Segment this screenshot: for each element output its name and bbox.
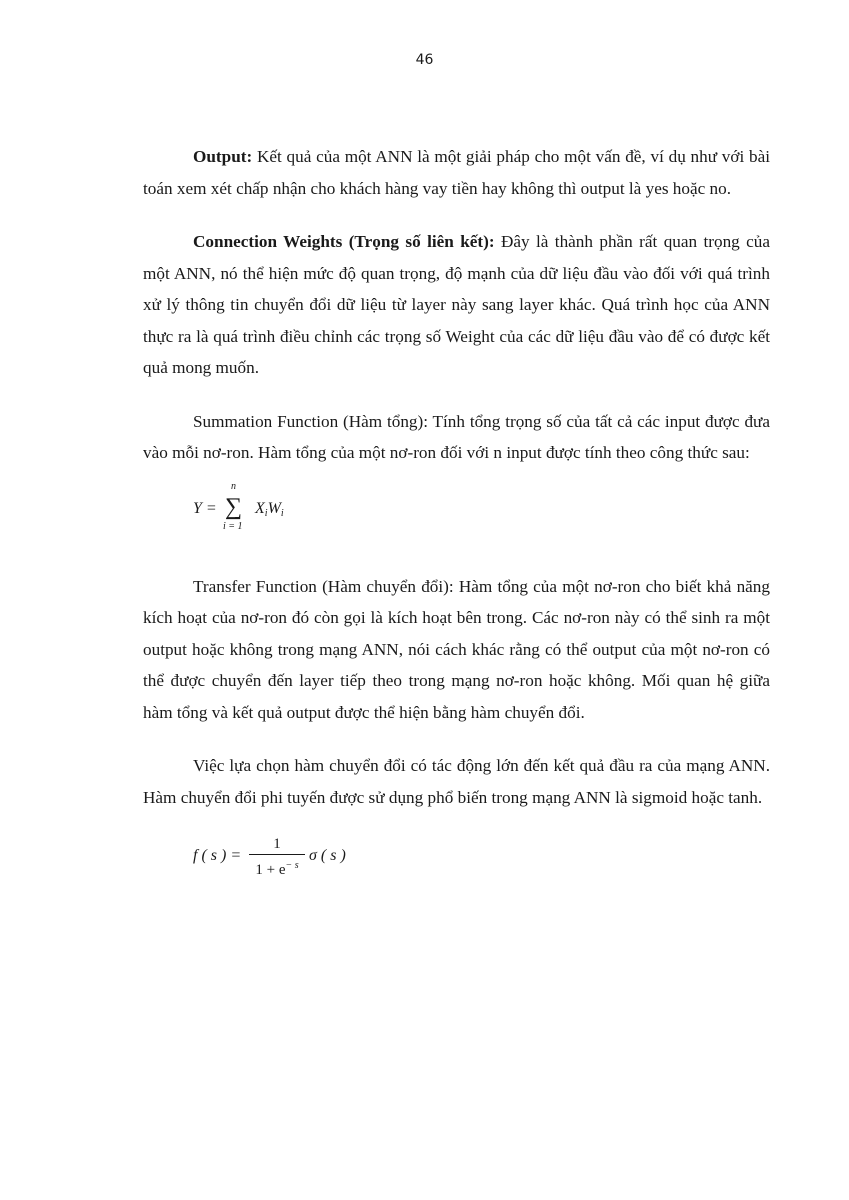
sigma-lower-limit: i = 1 [223,520,243,532]
paragraph-text: Kết quả của một ANN là một giải pháp cho một vấn đề, ví dụ như với bài toán xem xét chấp nhận cho khách hàng vay tiền hay không thì output là yes hoặc no. [143,147,771,198]
sigma-upper-limit: n [231,480,236,492]
term-connection-weights: Connection Weights (Trọng số liên kết): [193,232,495,251]
sigma-symbol [219,480,253,537]
formula-lhs: f ( s ) = [193,847,242,864]
sigma-glyph: ∑ [225,493,243,520]
paragraph-output [143,141,770,204]
paragraph-connection-weights [143,226,770,384]
summation-formula [193,480,770,537]
formula-rhs: $X_iW_i$ [255,499,284,519]
sigmoid-formula [193,835,770,883]
page-number: 46 [415,52,434,68]
fraction-bar [249,854,305,855]
paragraph-choice-transfer: Việc lựa chọn hàm chuyển đổi có tác động lớn đến kết quả đầu ra của mạng ANN. Hàm chuyển đổi phi tuyến được sử dụng phổ biến trong mạng ANN là sigmoid hoặc tanh. [143,756,770,807]
formula-tail: σ ( s ) [309,847,346,864]
formula-lhs: Y = [193,499,217,517]
fraction-numerator: 1 [273,836,281,852]
paragraph-summation-function: Summation Function (Hàm tổng): Tính tổng trọng số của tất cả các input được đưa vào mỗi nơ-ron. Hàm tổng của một nơ-ron đối với n input được tính theo công thức sau: [143,411,770,462]
page-content [143,141,770,917]
paragraph-text: Đây là thành phần rất quan trọng của một ANN, nó thể hiện mức độ quan trọng, độ mạnh của dữ liệu đầu vào đối với quá trình xử lý thông tin chuyển đổi dữ liệu từ layer này sang layer khác. Quá trình học của ANN thực ra là quá trình điều chỉnh các trọng số Weight của các dữ liệu đầu vào để có được kết quả mong muốn. [143,232,771,377]
paragraph-transfer-function: Transfer Function (Hàm chuyển đổi): Hàm tổng của một nơ-ron cho biết khả năng kích hoạt của nơ-ron đó còn gọi là kích hoạt bên trong. Các nơ-ron này có thể sinh ra một output hoặc không trong mạng ANN, nói cách khác rằng có thể output của một nơ-ron có thể được chuyển đến layer tiếp theo trong mạng nơ-ron hoặc không. Mối quan hệ giữa hàm tổng và kết quả output được thể hiện bằng hàm chuyển đổi. [143,576,770,722]
fraction-denominator: $1 + e^{- s}$ [255,860,299,878]
term-output: Output: [193,147,253,166]
fraction [249,835,305,879]
